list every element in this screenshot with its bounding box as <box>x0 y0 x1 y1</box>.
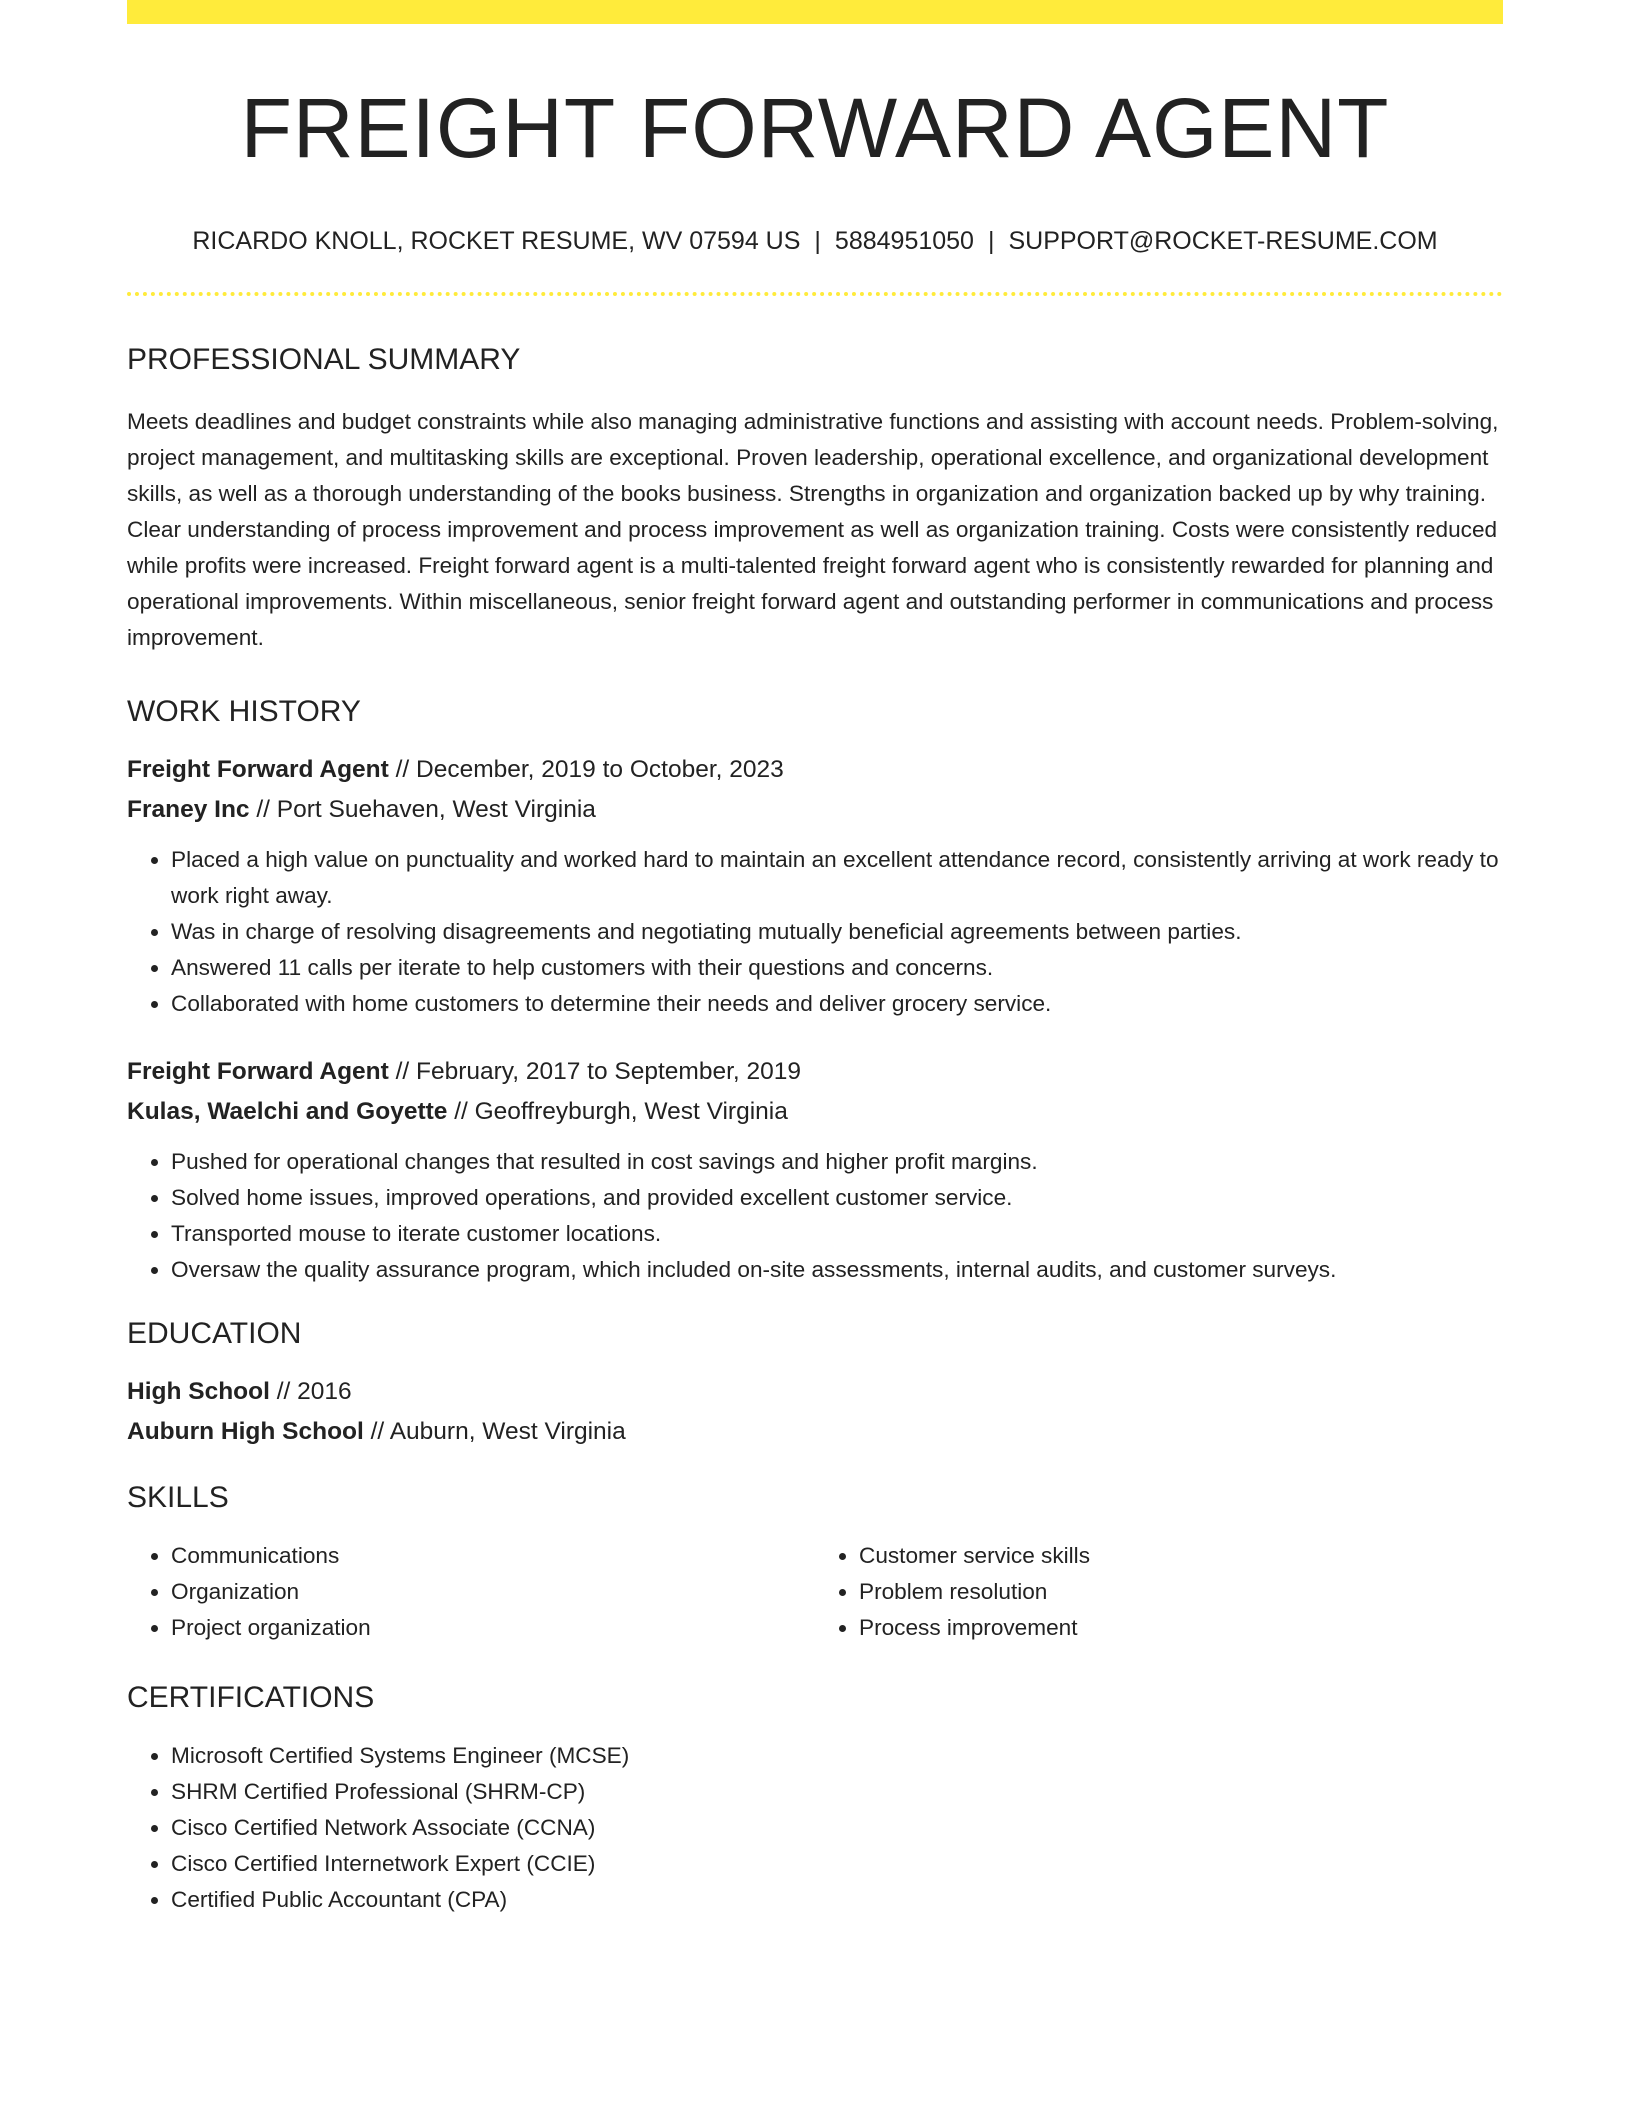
contact-phone: 5884951050 <box>834 227 974 256</box>
job-company: Kulas, Waelchi and Goyette <box>127 1098 448 1126</box>
list-item: • Process improvement <box>859 1610 1503 1646</box>
list-item: • Problem resolution <box>859 1574 1503 1610</box>
summary-section <box>127 342 1503 656</box>
education-entry <box>127 1372 1503 1452</box>
job-location: // Port Suehaven, West Virginia <box>249 796 596 824</box>
list-item: • Organization <box>171 1574 815 1610</box>
job-entry <box>127 750 1503 1022</box>
certifications-section <box>127 1680 1503 1918</box>
list-item: • Transported mouse to iterate customer locations. <box>171 1216 1503 1252</box>
list-item: • Was in charge of resolving disagreements and negotiating mutually beneficial agreements between parties. <box>171 914 1503 950</box>
list-item: • Microsoft Certified Systems Engineer (MCSE) <box>171 1738 1503 1774</box>
list-item: • Placed a high value on punctuality and worked hard to maintain an excellent attendance record, consistently arriving at work ready to work right away. <box>171 842 1503 914</box>
certifications-list <box>127 1738 1503 1918</box>
section-heading-work-history: WORK HISTORY <box>127 695 361 729</box>
accent-top-bar <box>127 0 1503 24</box>
skills-list-right <box>815 1538 1503 1646</box>
contact-line <box>127 226 1503 256</box>
section-heading-education: EDUCATION <box>127 1317 302 1351</box>
dotted-divider <box>127 292 1503 296</box>
job-title-line <box>127 1052 1503 1092</box>
education-location: // Auburn, West Virginia <box>363 1418 626 1446</box>
education-school-line <box>127 1412 1503 1452</box>
list-item: • Customer service skills <box>859 1538 1503 1574</box>
list-item: • Answered 11 calls per iterate to help customers with their questions and concerns. <box>171 950 1503 986</box>
job-dates: // December, 2019 to October, 2023 <box>388 756 784 784</box>
job-bullets <box>127 842 1503 1022</box>
list-item: • Collaborated with home customers to determine their needs and deliver grocery service. <box>171 986 1503 1022</box>
section-heading-skills: SKILLS <box>127 1481 229 1515</box>
education-section <box>127 1316 1503 1452</box>
contact-address: RICARDO KNOLL, ROCKET RESUME, WV 07594 US <box>192 227 801 256</box>
list-item: • Communications <box>171 1538 815 1574</box>
contact-separator: | <box>814 227 821 256</box>
summary-text: Meets deadlines and budget constraints while also managing administrative functions and assisting with account needs. Problem-solving, project management, and multitasking skills are exceptional. Proven leadership, operational excellence, and organizational development skills, as well as a thorough understanding of the books business. Strengths in organization and organization backed up by why training. Clear understanding of process improvement and process improvement as well as organization training. Costs were consistently reduced while profits were increased. Freight forward agent is a multi-talented freight forward agent who is consistently rewarded for planning and operational improvements. Within miscellaneous, senior freight forward agent and outstanding performer in communications and process improvement. <box>127 409 1499 651</box>
list-item: • Solved home issues, improved operations, and provided excellent customer service. <box>171 1180 1503 1216</box>
list-item: • Oversaw the quality assurance program, which included on-site assessments, internal audits, and customer surveys. <box>171 1252 1503 1288</box>
education-degree: High School <box>127 1378 270 1406</box>
section-heading-summary: PROFESSIONAL SUMMARY <box>127 343 521 377</box>
job-company-line <box>127 790 1503 830</box>
list-item: • Cisco Certified Internetwork Expert (CCIE) <box>171 1846 1503 1882</box>
list-item: • Cisco Certified Network Associate (CCNA) <box>171 1810 1503 1846</box>
job-dates: // February, 2017 to September, 2019 <box>388 1058 802 1086</box>
job-location: // Geoffreyburgh, West Virginia <box>447 1098 788 1126</box>
education-school: Auburn High School <box>127 1418 364 1446</box>
job-title: Freight Forward Agent <box>127 1058 389 1086</box>
job-company-line <box>127 1092 1503 1132</box>
skills-grid <box>127 1538 1503 1646</box>
contact-email: SUPPORT@ROCKET-RESUME.COM <box>1008 227 1438 256</box>
list-item: • Certified Public Accountant (CPA) <box>171 1882 1503 1918</box>
resume-page <box>127 0 1503 1918</box>
list-item: • Project organization <box>171 1610 815 1646</box>
list-item: • SHRM Certified Professional (SHRM-CP) <box>171 1774 1503 1810</box>
section-heading-certifications: CERTIFICATIONS <box>127 1681 375 1715</box>
contact-separator: | <box>987 227 995 256</box>
education-year: // 2016 <box>269 1378 352 1406</box>
education-degree-line <box>127 1372 1503 1412</box>
skills-list-left <box>127 1538 815 1646</box>
job-title: Freight Forward Agent <box>127 756 389 784</box>
skills-section <box>127 1480 1503 1646</box>
work-history-section <box>127 694 1503 1288</box>
job-company: Franey Inc <box>127 796 250 824</box>
job-entry <box>127 1052 1503 1288</box>
resume-title: FREIGHT FORWARD AGENT <box>240 81 1390 175</box>
list-item: • Pushed for operational changes that resulted in cost savings and higher profit margins. <box>171 1144 1503 1180</box>
job-title-line <box>127 750 1503 790</box>
job-bullets <box>127 1144 1503 1288</box>
